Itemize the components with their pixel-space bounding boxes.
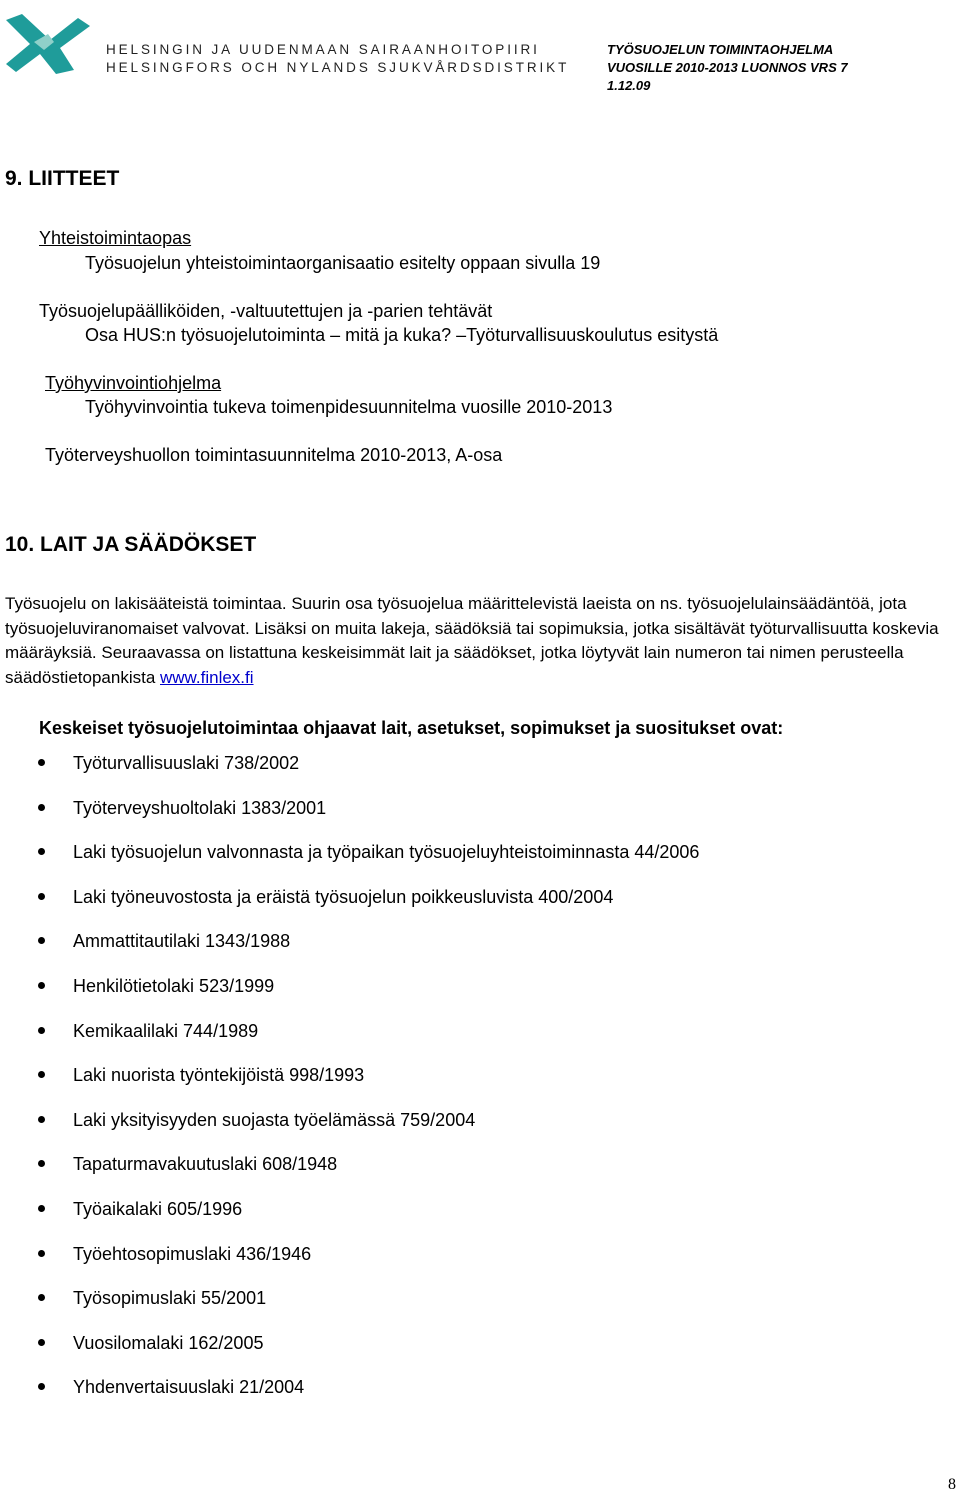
- finlex-link[interactable]: www.finlex.fi: [160, 667, 254, 687]
- section-10-paragraph: [5, 592, 960, 690]
- appendix-line-4: Työhyvinvointia tukeva toimenpidesuunnitelma vuosille 2010-2013: [85, 397, 613, 417]
- document-subtitle: VUOSILLE 2010-2013 LUONNOS VRS 7: [607, 60, 848, 75]
- hus-cross-logo-icon: [4, 12, 92, 76]
- laws-list-heading: Keskeiset työsuojelutoimintaa ohjaavat lait, asetukset, sopimukset ja suositukset ovat:: [39, 718, 784, 738]
- section-10-heading: 10. LAIT JA SÄÄDÖKSET: [5, 533, 257, 556]
- document-title: TYÖSUOJELUN TOIMINTAOHJELMA: [607, 42, 834, 57]
- law-label: Työehtosopimuslaki 436/1946: [73, 1243, 312, 1264]
- law-label: Ammattitautilaki 1343/1988: [73, 931, 291, 952]
- bullet-icon: [38, 1339, 45, 1346]
- appendix-line-5: Työterveyshuollon toimintasuunnitelma 2010-2013, A-osa: [45, 445, 503, 465]
- law-label: Kemikaalilaki 744/1989: [73, 1020, 259, 1041]
- law-label: Henkilötietolaki 523/1999: [73, 975, 275, 996]
- law-label: Vuosilomalaki 162/2005: [73, 1332, 264, 1353]
- law-label: Työterveyshuoltolaki 1383/2001: [73, 797, 327, 818]
- bullet-icon: [38, 1383, 45, 1390]
- organization-name-finnish: HELSINGIN JA UUDENMAAN SAIRAANHOITOPIIRI: [106, 42, 540, 57]
- law-label: Laki työsuojelun valvonnasta ja työpaikan työsuojeluyhteistoiminnasta 44/2006: [73, 842, 700, 863]
- tyohyvinvointiohjelma-link[interactable]: Työhyvinvointiohjelma: [45, 373, 222, 393]
- bullet-icon: [38, 937, 45, 944]
- bullet-icon: [38, 1116, 45, 1123]
- appendix-line-2: Työsuojelupäälliköiden, -valtuutettujen ja -parien tehtävät: [39, 301, 493, 321]
- bullet-icon: [38, 1027, 45, 1034]
- section-9-heading: 9. LIITTEET: [5, 167, 120, 190]
- bullet-icon: [38, 1205, 45, 1212]
- bullet-icon: [38, 1250, 45, 1257]
- law-label: Laki nuorista työntekijöistä 998/1993: [73, 1065, 365, 1086]
- bullet-icon: [38, 893, 45, 900]
- organization-name-swedish: HELSINGFORS OCH NYLANDS SJUKVÅRDSDISTRIKT: [106, 60, 570, 75]
- document-date: 1.12.09: [607, 78, 651, 93]
- yhteistoimintaopas-link[interactable]: Yhteistoimintaopas: [39, 228, 192, 248]
- law-label: Työsopimuslaki 55/2001: [73, 1288, 267, 1309]
- bullet-icon: [38, 1294, 45, 1301]
- law-label: Yhdenvertaisuuslaki 21/2004: [73, 1377, 305, 1398]
- law-label: Työaikalaki 605/1996: [73, 1198, 243, 1219]
- page-number: 8: [948, 1476, 956, 1493]
- bullet-icon: [38, 1160, 45, 1167]
- paragraph-text: Työsuojelu on lakisääteistä toimintaa. Suurin osa työsuojelua määrittelevistä laeista on ns. työsuojelulainsäädäntöä, jota työsuojeluviranomaiset valvovat. Lisäksi on muita lakeja, säädöksiä tai sopimuksia, jotka sisältävät työturvallisuutta koskevia määräyksiä. Seuraavassa on listattuna keskeisimmät lait ja säädökset, jotka löytyvät lain numeron tai nimen perusteella säädöstietopankista: [5, 594, 939, 687]
- law-label: Laki työneuvostosta ja eräistä työsuojelun poikkeusluvista 400/2004: [73, 886, 614, 907]
- bullet-icon: [38, 1071, 45, 1078]
- law-label: Laki yksityisyyden suojasta työelämässä 759/2004: [73, 1109, 476, 1130]
- bullet-icon: [38, 759, 45, 766]
- bullet-icon: [38, 804, 45, 811]
- bullet-icon: [38, 982, 45, 989]
- law-label: Tapaturmavakuutuslaki 608/1948: [73, 1154, 338, 1175]
- law-label: Työturvallisuuslaki 738/2002: [73, 753, 300, 773]
- appendix-line-3: Osa HUS:n työsuojelutoiminta – mitä ja kuka? –Työturvallisuuskoulutus esitystä: [85, 325, 719, 345]
- appendix-line-1: Työsuojelun yhteistoimintaorganisaatio esitelty oppaan sivulla 19: [85, 253, 601, 273]
- bullet-icon: [38, 848, 45, 855]
